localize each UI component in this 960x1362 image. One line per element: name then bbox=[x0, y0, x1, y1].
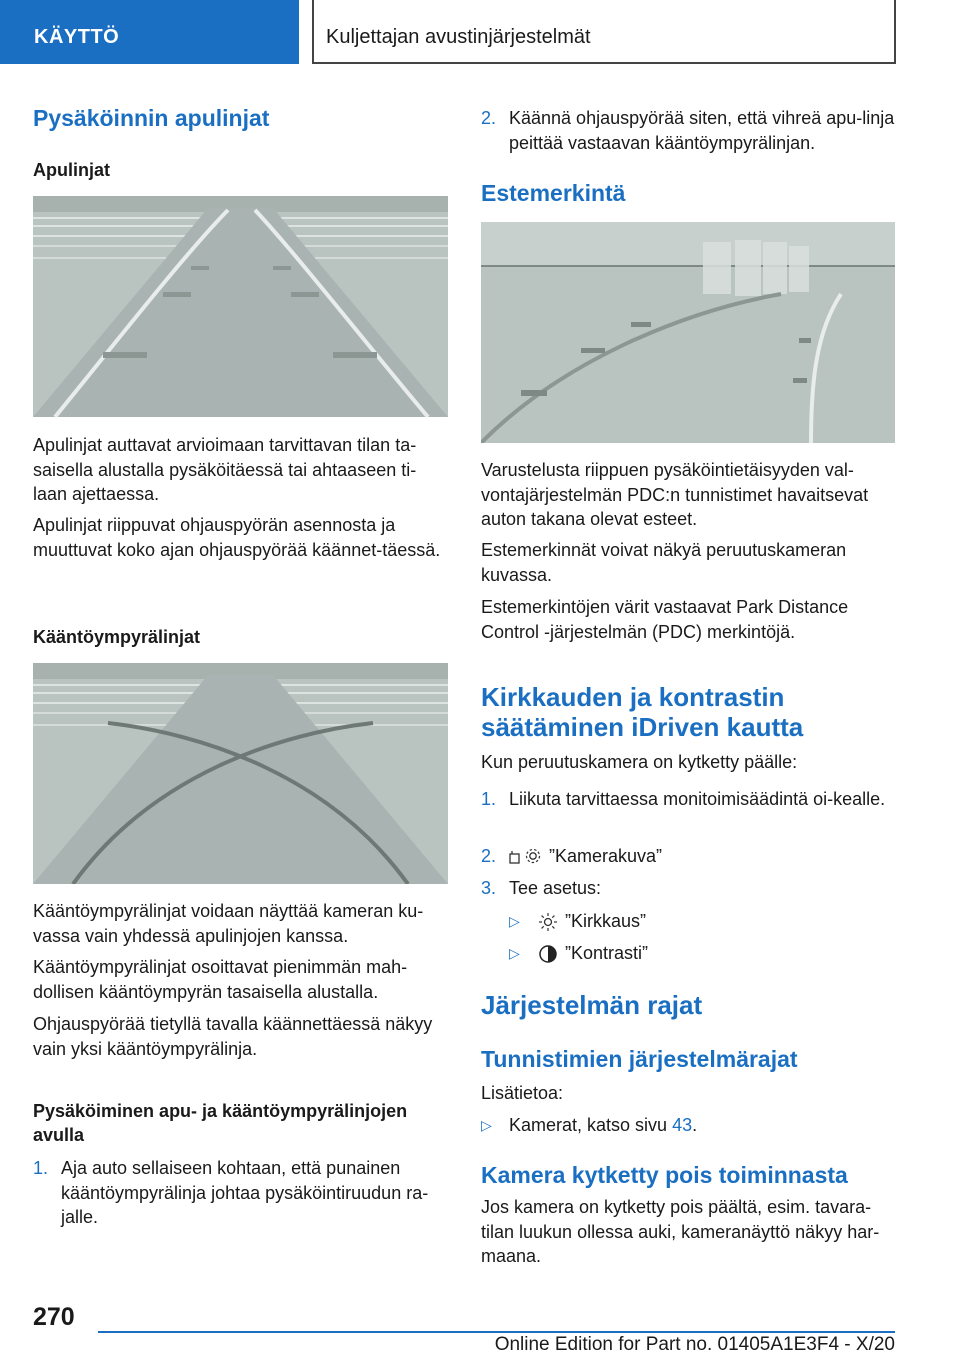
step-text: Käännä ohjauspyörää siten, että vihreä apu-linja peittää vastaavan kääntöympyrälinjan. bbox=[509, 108, 895, 153]
paragraph-camera-off: Jos kamera on kytketty pois päältä, esim. tavara-tilan luukun ollessa auki, kameranäyttö näkyy har-maana. bbox=[481, 1197, 880, 1266]
list-item-step-1 bbox=[33, 1156, 448, 1230]
step-number: 2. bbox=[481, 108, 497, 128]
header-chapter: Kuljettajan avustinjärjestelmät bbox=[312, 0, 896, 64]
step-number: 3. bbox=[481, 878, 497, 898]
heading-brightness-contrast: Kirkkauden ja kontrastin säätäminen iDriven kautta bbox=[481, 682, 804, 742]
heading-parking-guides: Pysäköinnin apulinjat bbox=[33, 105, 270, 131]
page-number: 270 bbox=[33, 1303, 75, 1331]
heading-system-limits: Järjestelmän rajat bbox=[481, 990, 703, 1020]
footer-edition: Online Edition for Part no. 01405A1E3F4 - X/20 bbox=[494, 1334, 895, 1355]
reference-end: . bbox=[692, 1115, 698, 1135]
obstacle-marking-image bbox=[481, 222, 896, 443]
subheading-turning-circle-lines: Kääntöympyrälinjat bbox=[33, 627, 201, 647]
list-item-brightness bbox=[481, 909, 896, 934]
bullet-text: ”Kirkkaus” bbox=[565, 911, 647, 931]
step-text: ”Kamerakuva” bbox=[549, 846, 663, 866]
step-number: 1. bbox=[33, 1158, 49, 1178]
step-text: Liikuta tarvittaessa monitoimisäädintä oi-kealle. bbox=[509, 789, 886, 809]
paragraph-more-info: Lisätietoa: bbox=[481, 1083, 564, 1103]
header-section: KÄYTTÖ bbox=[0, 0, 299, 64]
paragraph-pdc-sensors: Varustelusta riippuen pysäköintietäisyyden val-vontajärjestelmän PDC:n tunnistimet havaitsevat auton takana olevat esteet. bbox=[481, 460, 869, 529]
bullet-marker: ▷ bbox=[509, 913, 520, 929]
footer-rule bbox=[98, 1331, 895, 1333]
paragraph-turning-lines-meaning: Kääntöympyrälinjat osoittavat pienimmän mah-dollisen kääntöympyrän tasaisella alustalla. bbox=[33, 957, 408, 1002]
subheading-guide-lines: Apulinjat bbox=[33, 160, 110, 180]
contrast-icon bbox=[537, 944, 559, 964]
paragraph-obstacle-colors: Estemerkintöjen värit vastaavat Park Distance Control -järjestelmän (PDC) merkintöjä. bbox=[481, 597, 849, 642]
list-item-contrast bbox=[481, 941, 896, 966]
brightness-icon bbox=[537, 912, 559, 932]
paragraph-turning-lines-display: Kääntöympyrälinjat voidaan näyttää kameran ku-vassa vain yhdessä apulinjojen kanssa. bbox=[33, 901, 424, 946]
page-link[interactable]: 43 bbox=[672, 1115, 693, 1135]
list-item-step-2 bbox=[481, 106, 896, 155]
list-item-setting-3 bbox=[481, 876, 896, 901]
step-number: 1. bbox=[481, 789, 497, 809]
paragraph-camera-on: Kun peruutuskamera on kytketty päälle: bbox=[481, 752, 798, 772]
bullet-marker: ▷ bbox=[509, 945, 520, 961]
step-text: Aja auto sellaiseen kohtaan, että punainen kääntöympyrälinja johtaa pysäköintiruudun ra-jalle. bbox=[61, 1158, 429, 1227]
turning-circle-lines-image bbox=[33, 663, 448, 884]
reference-text: Kamerat, katso sivu bbox=[509, 1115, 673, 1135]
camera-settings-icon bbox=[509, 847, 543, 867]
list-item-setting-1 bbox=[481, 787, 896, 812]
heading-sensor-limits: Tunnistimien järjestelmärajat bbox=[481, 1046, 798, 1072]
bullet-text: ”Kontrasti” bbox=[565, 943, 649, 963]
list-item-setting-2 bbox=[481, 844, 896, 869]
paragraph-guide-lines-purpose: Apulinjat auttavat arvioimaan tarvittavan tilan ta-saisella alustalla pysäköitäessä tai ahtaaseen ti-laan ajettaessa. bbox=[33, 435, 417, 504]
step-number: 2. bbox=[481, 846, 497, 866]
heading-camera-off: Kamera kytketty pois toiminnasta bbox=[481, 1162, 848, 1188]
paragraph-turning-lines-single: Ohjauspyörää tietyllä tavalla käännettäessä näkyy vain yksi kääntöympyrälinja. bbox=[33, 1014, 433, 1059]
step-text: Tee asetus: bbox=[509, 878, 602, 898]
list-item-cameras-reference bbox=[481, 1113, 896, 1138]
bullet-marker: ▷ bbox=[481, 1117, 492, 1133]
paragraph-obstacle-visible: Estemerkinnät voivat näkyä peruutuskameran kuvassa. bbox=[481, 540, 847, 585]
heading-obstacle-marking: Estemerkintä bbox=[481, 180, 626, 206]
guide-lines-image bbox=[33, 196, 448, 417]
subheading-parking-with-lines: Pysäköiminen apu- ja kääntöympyrälinjojen avulla bbox=[33, 1101, 408, 1145]
paragraph-guide-lines-steering: Apulinjat riippuvat ohjauspyörän asennosta ja muuttuvat koko ajan ohjauspyörää käännet-täessä. bbox=[33, 515, 441, 560]
